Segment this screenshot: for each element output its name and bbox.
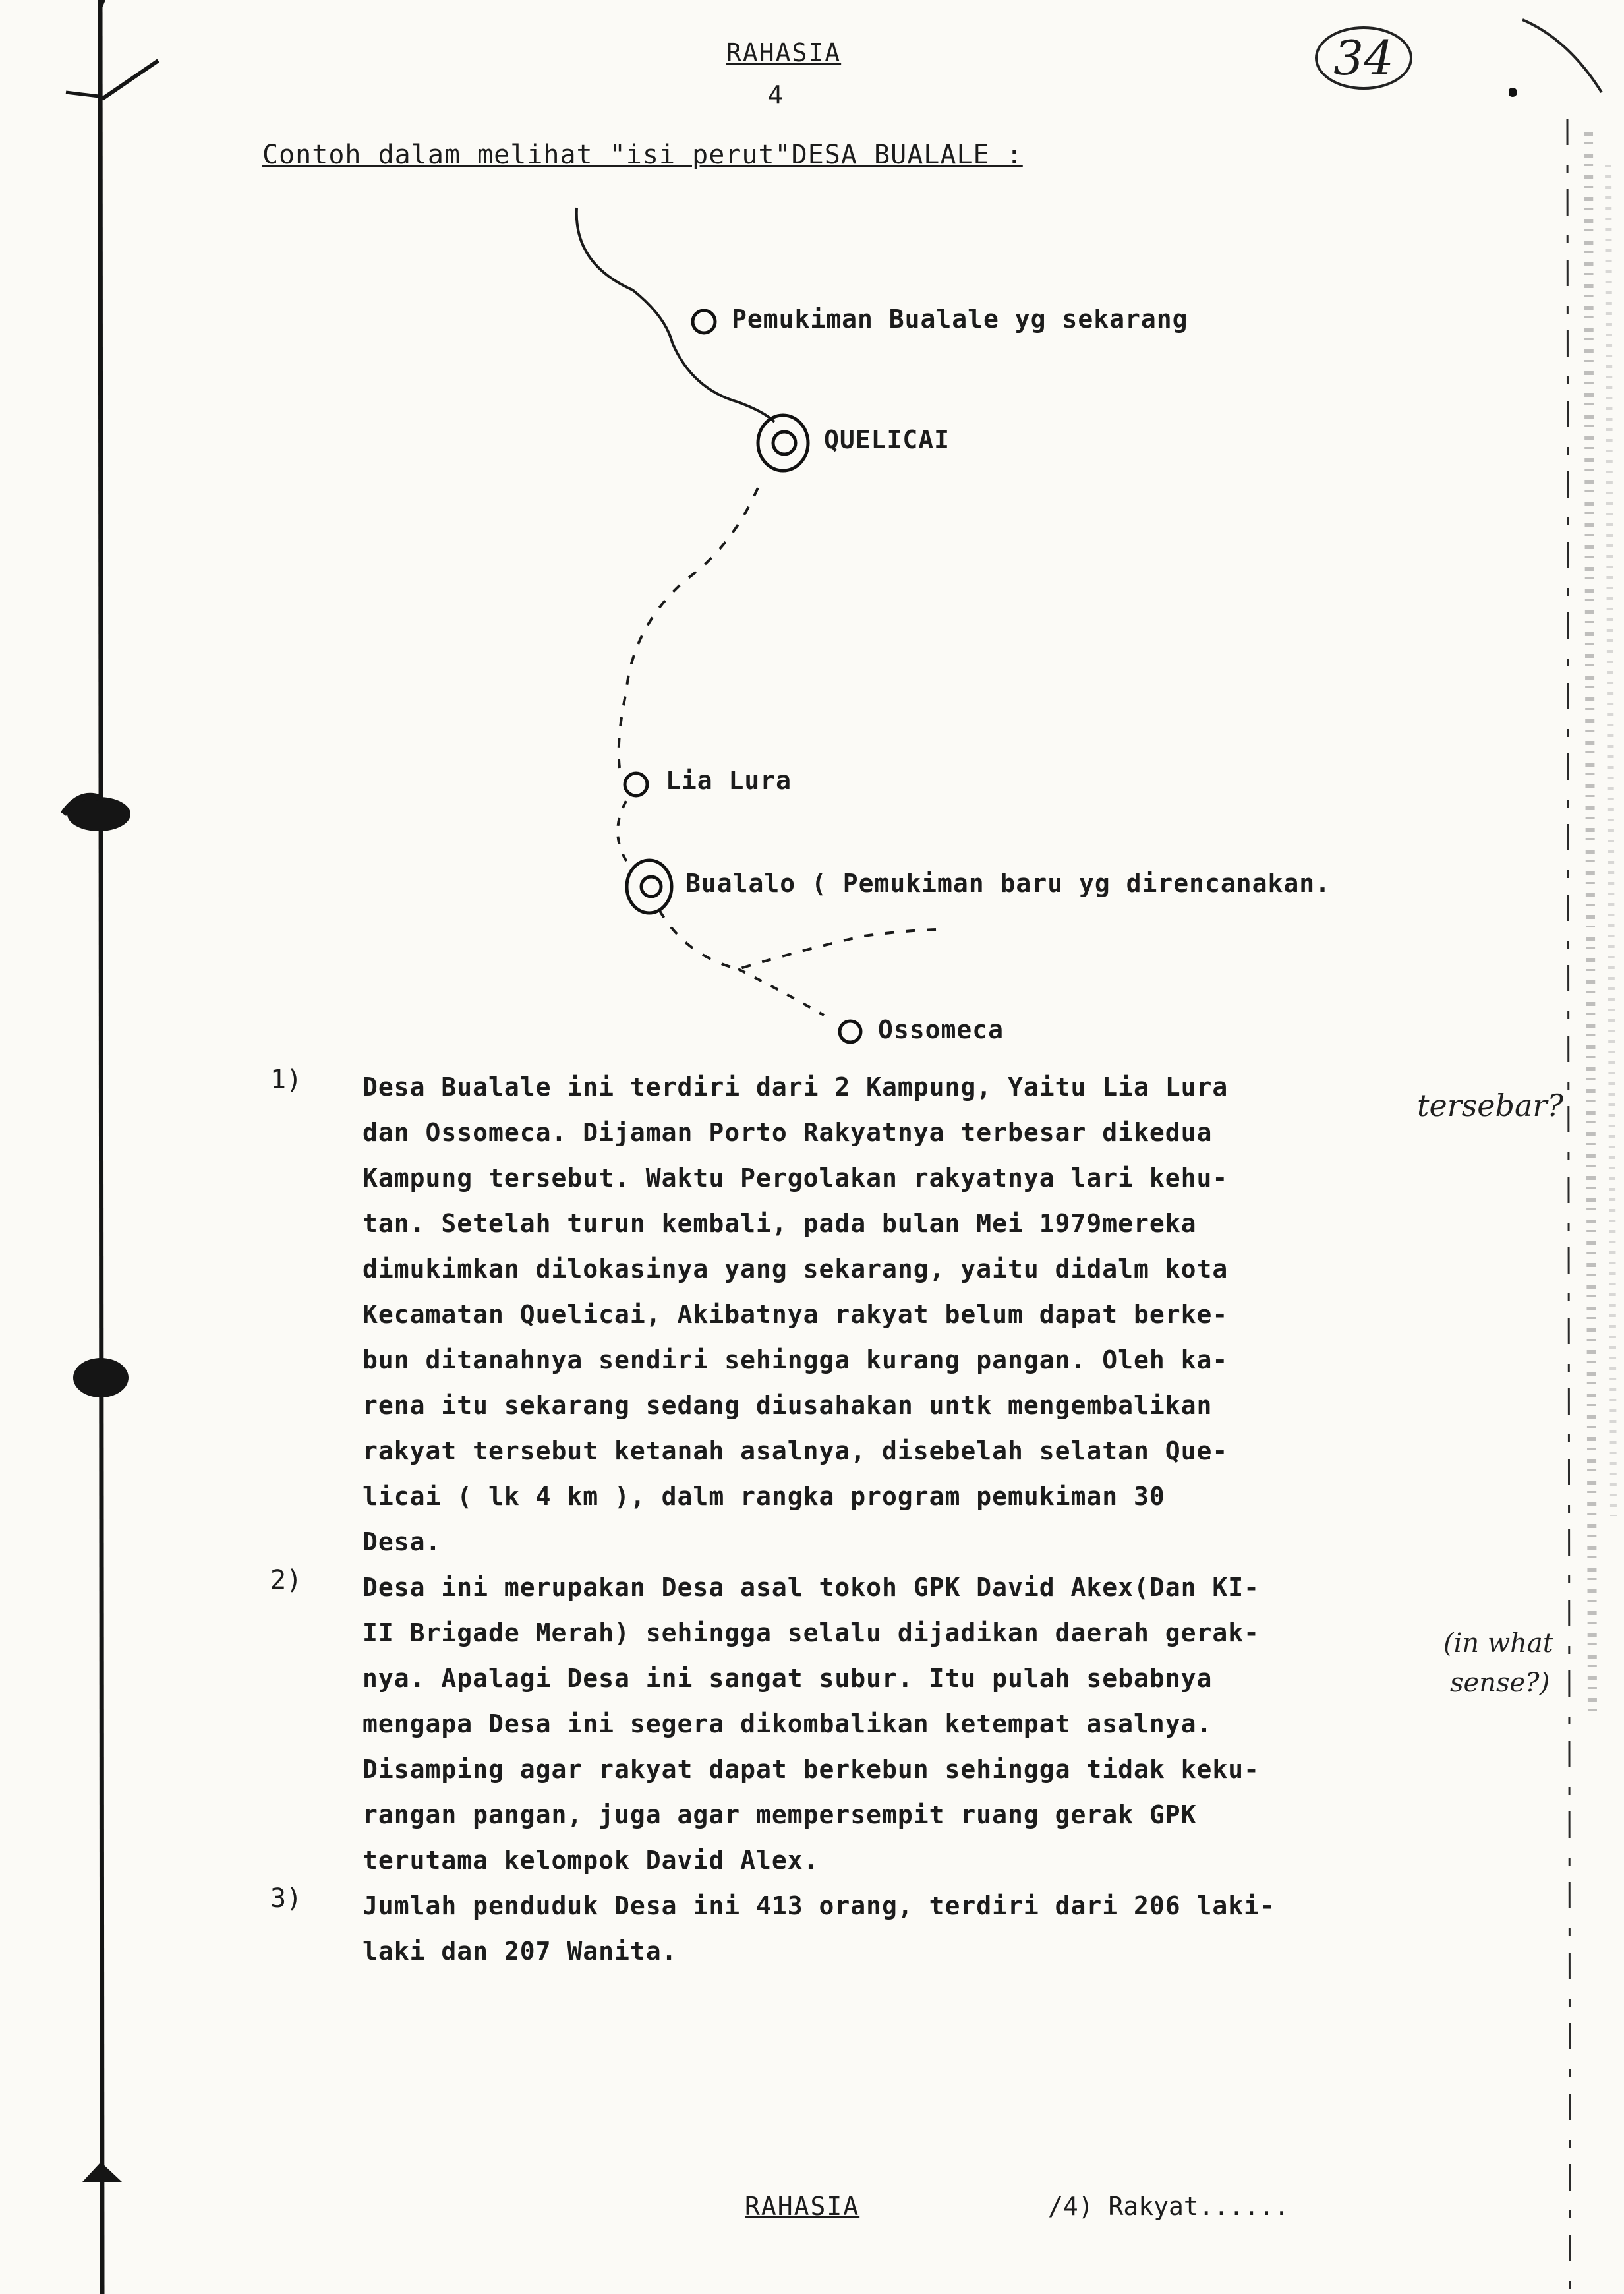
margin-note-handwritten: (in what bbox=[1443, 1628, 1553, 1659]
page-number: 4 bbox=[768, 80, 783, 109]
marker-bualalo-outer bbox=[627, 860, 672, 913]
location-diagram bbox=[0, 0, 1624, 1068]
list-item bbox=[270, 1883, 1443, 1974]
marker-quelicai-inner bbox=[773, 432, 796, 454]
item-text: Desa Bualale ini terdiri dari 2 Kampung, Yaitu Lia Lura dan Ossomeca. Dijaman Porto Rakyatnya terbesar dikedua Kampung tersebut. Waktu Pergolakan rakyatnya lari kehu- tan. Setelah turun kembali, pada bulan Mei 1979mereka dimukimkan dilokasinya yang sekarang, yaitu didalm kota Kecamatan Quelicai, Akibatnya rakyat belum dapat berke- bun ditanahnya sendiri sehingga kurang pangan. Oleh ka- rena itu sekarang sedang diusahakan untk mengembalikan rakyat tersebut ketanah asalnya, disebelah selatan Que- licai ( lk 4 km ), dalm rangka program pemukiman 30 Desa. bbox=[362, 1073, 1229, 1556]
footer-classification: RAHASIA bbox=[745, 2192, 860, 2221]
route-dashed bbox=[618, 801, 633, 870]
page-heading: Contoh dalam melihat "isi perut"DESA BUALALE : bbox=[262, 140, 1023, 170]
punch-hole bbox=[73, 1358, 129, 1397]
marker-bualalo-inner bbox=[641, 877, 661, 897]
marker-pemukiman-sekarang bbox=[693, 310, 715, 333]
location-label: Lia Lura bbox=[666, 766, 792, 795]
margin-note-handwritten: sense?) bbox=[1450, 1668, 1550, 1698]
item-number: 1) bbox=[270, 1065, 303, 1095]
punch-mark bbox=[82, 2162, 122, 2182]
route-dashed bbox=[738, 969, 824, 1015]
route-dashed bbox=[619, 488, 758, 768]
route-dashed bbox=[659, 910, 936, 969]
footer-continuation: /4) Rakyat...... bbox=[1048, 2192, 1290, 2221]
marker-ossomeca bbox=[840, 1021, 861, 1042]
location-label: Pemukiman Bualale yg sekarang bbox=[732, 305, 1188, 334]
item-number: 2) bbox=[270, 1565, 303, 1595]
list-item bbox=[270, 1065, 1443, 1565]
numbered-list bbox=[270, 1065, 1443, 1974]
marker-quelicai-outer bbox=[758, 415, 808, 471]
item-number: 3) bbox=[270, 1883, 303, 1914]
item-text: Desa ini merupakan Desa asal tokoh GPK David Akex(Dan KI- II Brigade Merah) sehingga selalu dijadikan daerah gerak- nya. Apalagi Desa ini sangat subur. Itu pulah sebabnya mengapa Desa ini segera dikombalikan ketempat asalnya. Disamping agar rakyat dapat berkebun sehingga tidak keku- rangan pangan, juga agar mempersempit ruang gerak GPK terutama kelompok David Alex. bbox=[362, 1573, 1260, 1875]
margin-note-handwritten: tersebar? bbox=[1417, 1088, 1564, 1123]
location-label: Bualalo ( Pemukiman baru yg direncanakan. bbox=[685, 869, 1331, 898]
location-label: Ossomeca bbox=[878, 1015, 1004, 1044]
item-text: Jumlah penduduk Desa ini 413 orang, terdiri dari 206 laki- laki dan 207 Wanita. bbox=[362, 1891, 1275, 1966]
list-item bbox=[270, 1565, 1443, 1883]
marker-lia-lura bbox=[625, 773, 647, 796]
stamp-number: 34 bbox=[1315, 26, 1412, 90]
location-label: QUELICAI bbox=[824, 425, 950, 454]
header-classification: RAHASIA bbox=[726, 38, 842, 67]
